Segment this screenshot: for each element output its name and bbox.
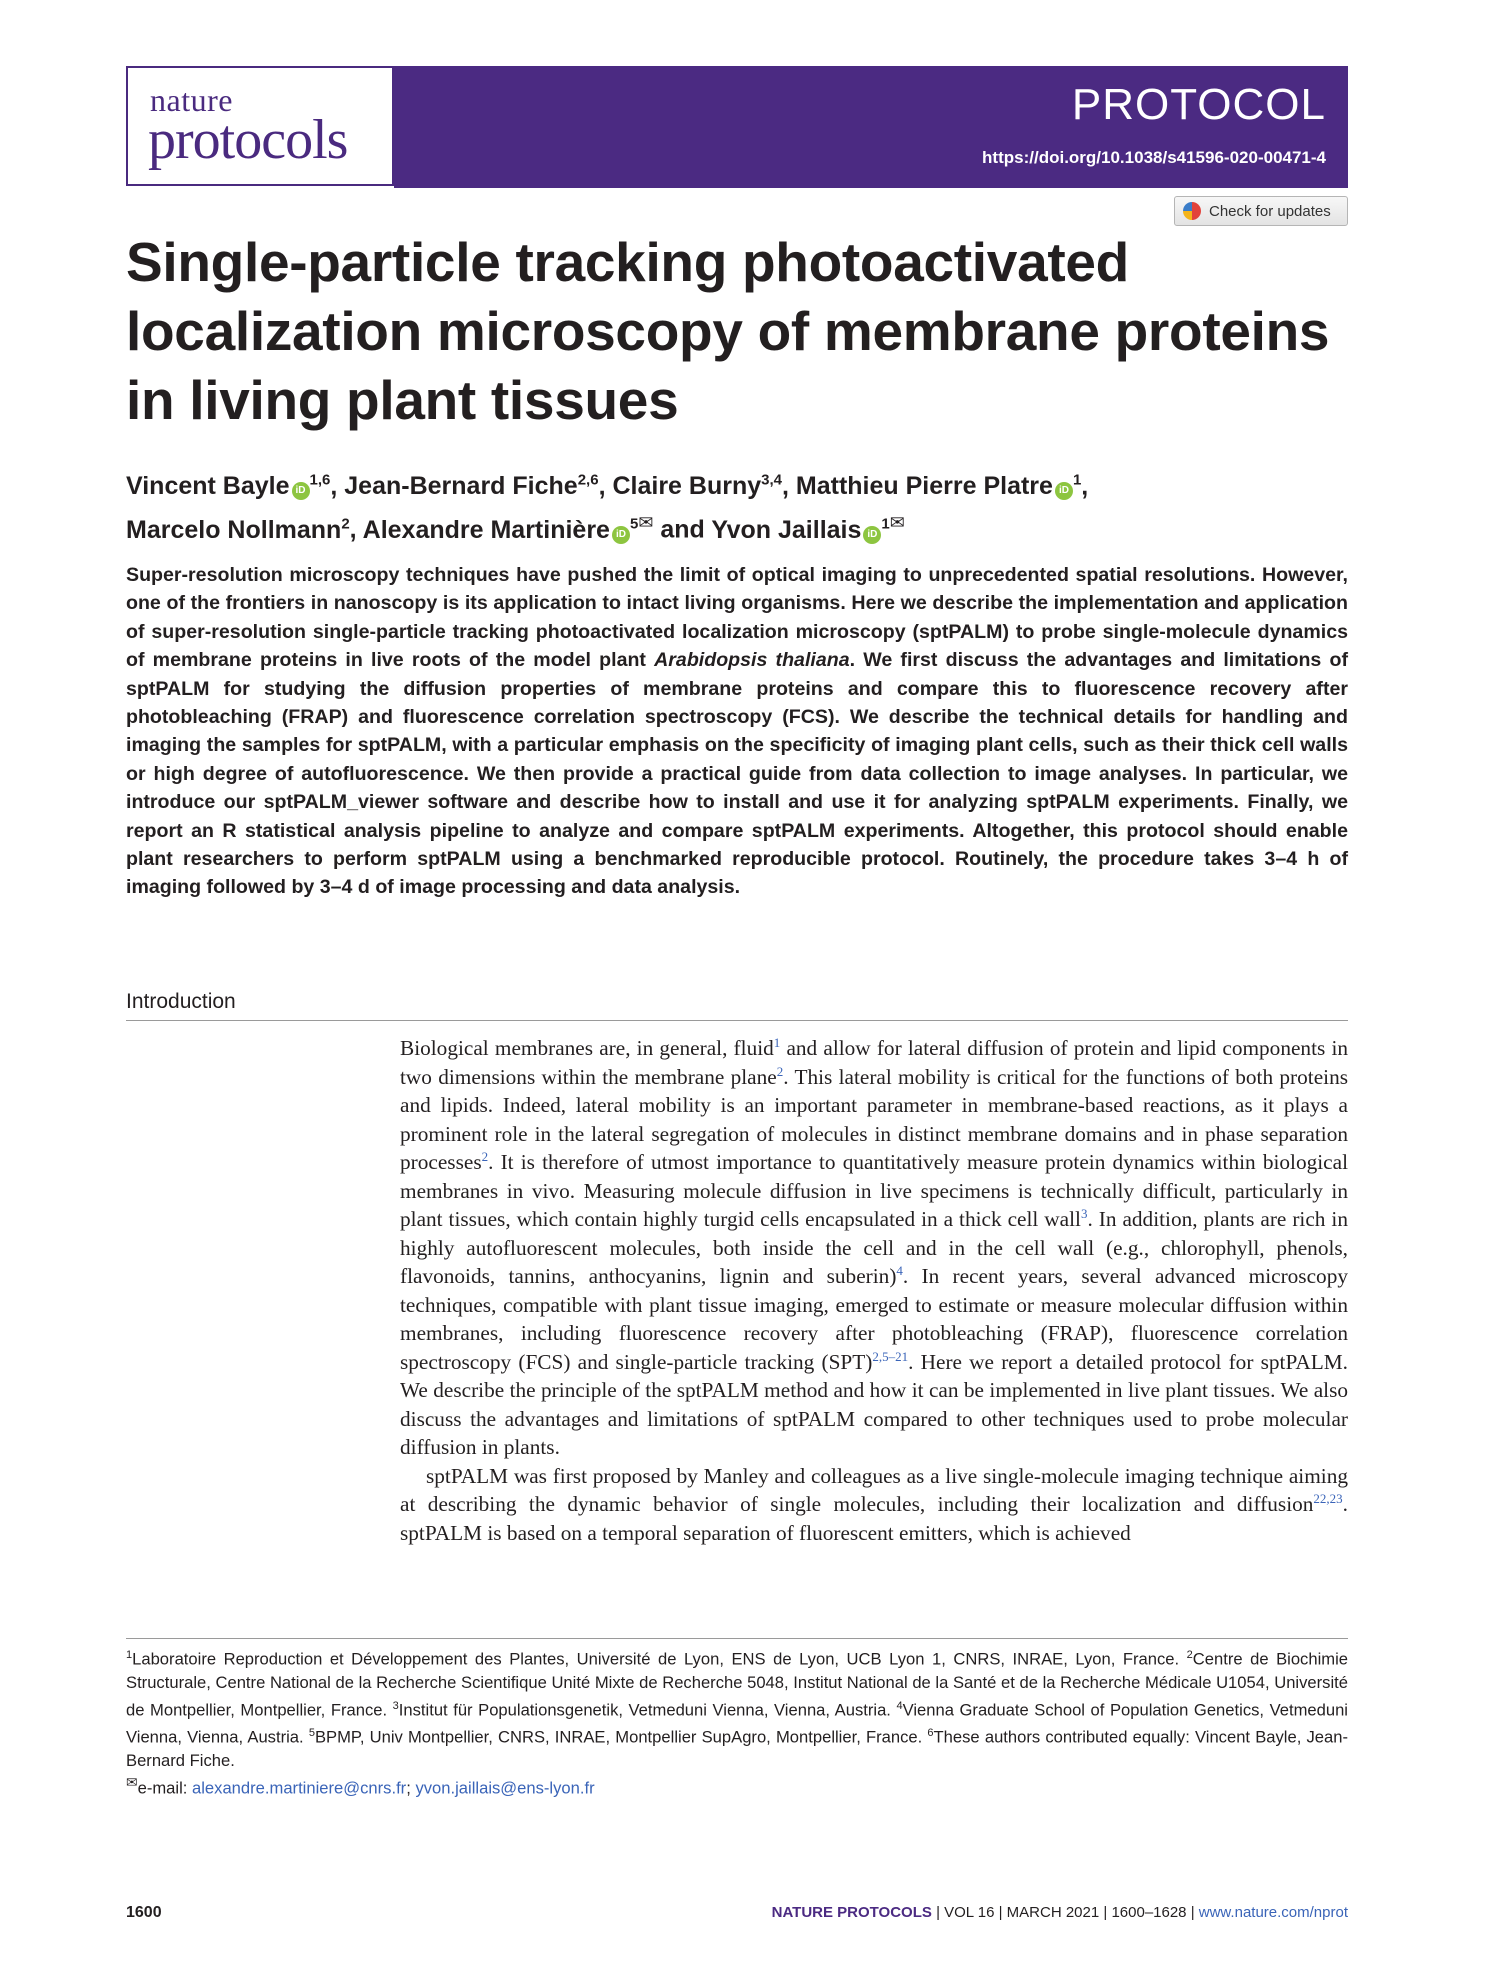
- author-nollmann[interactable]: Marcelo Nollmann$^2$: [126, 515, 350, 544]
- envelope-icon: ✉: [638, 512, 654, 533]
- author-martiniere[interactable]: Alexandre Martinière $iD^{5✉}$: [362, 512, 654, 544]
- check-for-updates-button[interactable]: [1174, 196, 1348, 226]
- orcid-icon[interactable]: iD: [612, 526, 630, 544]
- introduction-body: [400, 1034, 1348, 1547]
- footer-url-link[interactable]: www.nature.com/nprot: [1198, 1904, 1348, 1921]
- abstract: Super-resolution microscopy techniques have pushed the limit of optical imaging to unprecedented spatial resolutions. However, one of the frontiers in nanoscopy is its application to intact living organisms. Here we describe the implementation and application of super-resolution single-particle tracking photoactivated localization microscopy (sptPALM) to probe single-molecule dynamics of membrane proteins in live roots of the model plant Arabidopsis thaliana. We first discuss the advantages and limitations of sptPALM for studying the diffusion properties of membrane proteins and compare this to fluorescence recovery after photobleaching (FRAP) and fluorescence correlation spectroscopy (FCS). We describe the technical details for handling and imaging the samples for sptPALM, with a particular emphasis on the specificity of imaging plant cells, such as their thick cell walls or high degree of autofluorescence. We then provide a practical guide from data collection to image analyses. In particular, we introduce our sptPALM_viewer software and describe how to install and use it for analyzing sptPALM experiments. Finally, we report an R statistical analysis pipeline to analyze and compare sptPALM experiments. Altogether, this protocol should enable plant researchers to perform sptPALM using a benchmarked reproducible protocol. Routinely, the procedure takes 3–4 h of imaging followed by 3–4 d of image processing and data analysis.: [126, 564, 1348, 899]
- author-burny[interactable]: Claire Burny$^{3,4}$: [612, 472, 782, 501]
- journal-header: [126, 66, 1348, 188]
- article-type: PROTOCOL: [1071, 80, 1326, 129]
- footer-journal-name: NATURE PROTOCOLS: [771, 1904, 932, 1921]
- author-fiche[interactable]: Jean-Bernard Fiche$^{2,6}$: [344, 472, 599, 501]
- affiliations: $^1$Laboratoire Reproduction et Développement des Plantes, Université de Lyon, ENS de Lyon, UCB Lyon 1, CNRS, INRAE, Lyon, France. $^2$Centre de Biochimie Structurale, Centre National de la Recherche Scientifique Unité Mixte de Recherche 5048, Institut National de la Santé et de la Recherche Médicale U1054, Université de Montpellier, Montpellier, France. $^3$Institut für Populationsgenetik, Vetmeduni Vienna, Vienna, Austria. $^4$Vienna Graduate School of Population Genetics, Vetmeduni Vienna, Vienna, Austria. $^5$BPMP, Univ Montpellier, CNRS, INRAE, Montpellier SupAgro, Montpellier, France. $^6$These authors contributed equally: Vincent Bayle, Jean-Bernard Fiche.: [126, 1649, 1349, 1770]
- reference-link[interactable]: 22,23: [1313, 1490, 1343, 1506]
- doi-link[interactable]: https://doi.org/10.1038/s41596-020-00471-4: [982, 148, 1326, 167]
- envelope-icon: ✉: [126, 1774, 138, 1790]
- paragraph: sptPALM was first proposed by Manley and colleagues as a live single-molecule imaging technique aiming at describing the dynamic behavior of single molecules, including their localization and diffusion$^{22,23}$. sptPALM is based on a temporal separation of fluorescent emitters, which is achieved: [400, 1463, 1348, 1545]
- journal-logo[interactable]: [126, 66, 394, 186]
- author-list: Vincent Bayle iD$^{1,6}$, Jean-Bernard Fiche$^{2,6}$, Claire Burny$^{3,4}$, Matthieu Pierre Platre $iD^1$, Marcelo Nollmann$^2$, Alexandre Martinière $iD^{5✉}$ and Yvon Jaillais $iD^{1✉}$: [126, 472, 1089, 544]
- reference-link[interactable]: 2: [481, 1148, 489, 1164]
- section-heading-introduction: Introduction: [126, 990, 236, 1013]
- article-type-banner: [394, 66, 1348, 188]
- author-jaillais[interactable]: Yvon Jaillais $iD^{1✉}$: [711, 512, 905, 544]
- reference-link[interactable]: 4: [896, 1262, 903, 1278]
- corresponding-email: ✉e-mail: alexandre.martiniere@cnrs.fr; yvon.jaillais@ens-lyon.fr: [126, 1774, 595, 1798]
- page-number: 1600: [126, 1904, 162, 1921]
- species-name: Arabidopsis thaliana: [654, 649, 850, 672]
- section-divider: [126, 1020, 1348, 1021]
- reference-link[interactable]: 2: [776, 1063, 784, 1079]
- footer-citation: NATURE PROTOCOLS | VOL 16 | MARCH 2021 | 1600–1628 | www.nature.com/nprot: [771, 1904, 1348, 1921]
- email-link-martiniere[interactable]: alexandre.martiniere@cnrs.fr: [192, 1778, 407, 1798]
- authors-and: and: [660, 515, 705, 544]
- orcid-icon[interactable]: iD: [1055, 482, 1073, 500]
- logo-nature-text: nature: [150, 82, 233, 118]
- article-title: Single-particle tracking photoactivated localization microscopy of membrane proteins in living plant tissues: [126, 231, 1330, 431]
- paragraph: Biological membranes are, in general, fluid$^1$ and allow for lateral diffusion of protein and lipid components in two dimensions within the membrane plane$^2$. This lateral mobility is critical for the functions of both proteins and lipids. Indeed, lateral mobility is an important parameter in membrane-based reactions, as it plays a prominent role in the lateral segregation of molecules in distinct membrane domains and in phase separation processes$^2$. It is therefore of utmost importance to quantitatively measure protein dynamics within biological membranes in vivo. Measuring molecule diffusion in live specimens is technically difficult, particularly in plant tissues, which contain highly turgid cells encapsulated in a thick cell wall$^3$. In addition, plants are rich in highly autofluorescent molecules, both inside the cell and in the cell wall (e.g., chlorophyll, phenols, flavonoids, tannins, anthocyanins, lignin and suberin)$^4$. In recent years, several advanced microscopy techniques, compatible with plant tissue imaging, emerged to estimate or measure molecular diffusion within membranes, including fluorescence recovery after photobleaching (FRAP), fluorescence correlation spectroscopy (FCS) and single-particle tracking (SPT)$^{2,5-21}$. Here we report a detailed protocol for sptPALM. We describe the principle of the sptPALM method and how it can be implemented in live plant tissues. We also discuss the advantages and limitations of sptPALM compared to other techniques used to probe molecular diffusion in plants.: [400, 1034, 1349, 1459]
- reference-link[interactable]: 3: [1080, 1205, 1088, 1221]
- orcid-icon[interactable]: iD: [292, 482, 310, 500]
- author-platre[interactable]: Matthieu Pierre Platre $iD^1$: [795, 472, 1082, 501]
- reference-link[interactable]: 2,5–21: [872, 1348, 909, 1364]
- reference-link[interactable]: 1: [773, 1034, 781, 1050]
- check-for-updates-label: Check for updates: [1209, 202, 1331, 220]
- crossmark-icon: [1183, 202, 1201, 220]
- footnote-divider: [126, 1638, 1348, 1639]
- logo-protocols-text: protocols: [148, 109, 348, 171]
- orcid-icon[interactable]: iD: [863, 526, 881, 544]
- author-bayle[interactable]: Vincent Bayle iD$^{1,6}$: [126, 472, 331, 501]
- email-link-jaillais[interactable]: yvon.jaillais@ens-lyon.fr: [415, 1778, 595, 1798]
- envelope-icon: ✉: [889, 512, 905, 533]
